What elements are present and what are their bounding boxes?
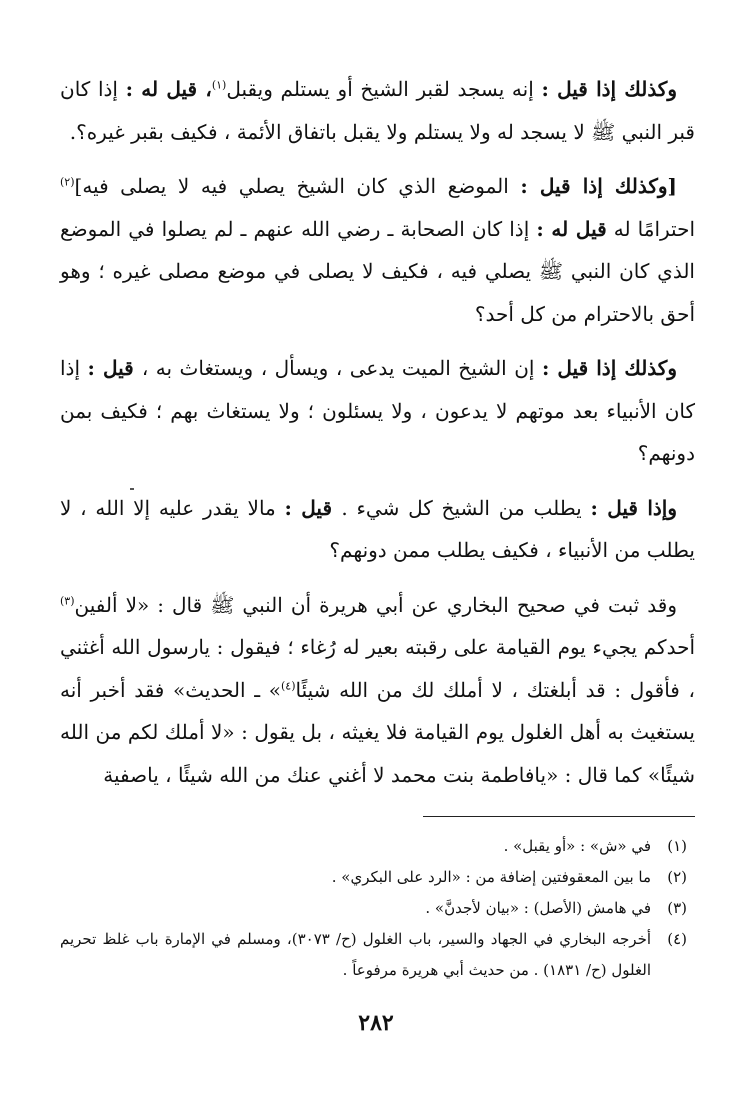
paragraph-2-lead: [وكذلك إذا قيل :	[520, 174, 677, 198]
paragraph-4	[60, 487, 695, 572]
footnote-separator	[423, 816, 695, 817]
paragraph-1	[60, 68, 695, 153]
footnote-text: ما بين المعقوفتين إضافة من : «الرد على البكري» .	[331, 868, 651, 886]
paragraph-2-text-a: الموضع الذي كان الشيخ يصلي فيه لا يصلى فيه]	[74, 174, 521, 198]
paragraph-2-answer: قيل له :	[536, 216, 607, 241]
footnote-number: (٢)	[667, 868, 687, 886]
paragraph-4-text-a: يطلب من الشيخ كل شيء .	[341, 495, 591, 520]
paragraph-1-answer: ، قيل له :	[125, 77, 212, 101]
footnote-number: (٤)	[667, 930, 687, 948]
paragraph-4-answer: قيل :	[284, 495, 342, 520]
paragraph-3-text-a: إن الشيخ الميت يدعى ، ويسأل ، ويستغاث به ،	[141, 356, 542, 380]
footnote-number: (٣)	[667, 899, 687, 917]
footnote-3	[60, 893, 687, 924]
paragraph-3-answer: قيل :	[87, 356, 142, 380]
paragraph-1-text-a: إنه يسجد لقبر الشيخ أو يستلم ويقبل	[226, 77, 542, 101]
footnote-1	[60, 831, 687, 862]
paragraph-2-text-b: إذا كان الصحابة ـ رضي الله عنهم ـ لم يصلوا في الموضع الذي كان النبي ﷺ يصلي فيه ، فكيف لا يصلى في موضع مصلى غيره ؛ وهو أحق بالاحترام من كل أحد؟	[60, 216, 695, 326]
footnote-ref-4: (٤)	[281, 678, 296, 692]
paragraph-2-text-pre: احترامًا له	[606, 216, 696, 241]
footnote-2	[60, 862, 687, 893]
footnote-ref-1: (١)	[211, 78, 227, 92]
footnote-text: أخرجه البخاري في الجهاد والسير، باب الغلول (ح/ ٣٠٧٣)، ومسلم في الإمارة باب غلظ تحريم الغلول (ح/ ١٨٣١) . من حديث أبي هريرة مرفوعاً .	[60, 930, 652, 979]
paragraph-5-text-b: أحدكم يجيء يوم القيامة على رقبته بعير له رُغاء ؛ فيقول : يارسول الله أغثني ، فأقول : قد أبلغتك ، لا أملك لك من الله شيئًا	[60, 635, 695, 702]
footnote-ref-2: (٢)	[60, 175, 75, 189]
paragraph-5	[60, 584, 695, 797]
footnote-text: في هامش (الأصل) : «بيان لأجدنَّ» .	[425, 899, 651, 917]
paragraph-3	[60, 347, 695, 475]
footnote-text: في «ش» : «أو يقبل» .	[503, 837, 651, 855]
page-body	[60, 68, 695, 986]
paragraph-4-text-b: مالا يقدر عليه إلا الله ، لا يطلب من الأنبياء ، فكيف يطلب ممن دونهم؟	[60, 495, 695, 562]
paragraph-3-text-b: إذا كان الأنبياء بعد موتهم لا يدعون ، ولا يسئلون ؛ ولا يستغاث بهم ؛ فكيف بمن دونهم؟	[60, 356, 695, 465]
print-speck	[130, 488, 134, 490]
paragraph-3-lead: وكذلك إذا قيل :	[541, 356, 677, 380]
paragraph-1-lead: وكذلك إذا قيل :	[541, 77, 677, 101]
paragraph-5-text-c: » ـ الحديث» فقد أخبر أنه يستغيث به أهل الغلول يوم القيامة فلا يغيثه ، بل يقول : «لا أملك لكم من الله شيئًا» كما قال : «يافاطمة بنت محمد لا أغني عنك من الله شيئًا ، ياصفية	[60, 677, 695, 787]
paragraph-4-lead: وإذا قيل :	[590, 495, 677, 520]
footnote-4	[60, 924, 687, 986]
page-number: ٢٨٢	[358, 1010, 394, 1036]
paragraph-2	[60, 165, 695, 335]
paragraph-1-text-b: إذا كان قبر النبي ﷺ لا يسجد له ولا يستلم ولا يقبل باتفاق الأئمة ، فكيف بقبر غيره؟.	[60, 77, 695, 144]
paragraph-5-text-a: وقد ثبت في صحيح البخاري عن أبي هريرة أن النبي ﷺ قال : «لا ألفين	[74, 592, 677, 617]
footnote-number: (١)	[667, 837, 687, 855]
footnote-ref-3: (٣)	[60, 593, 75, 607]
